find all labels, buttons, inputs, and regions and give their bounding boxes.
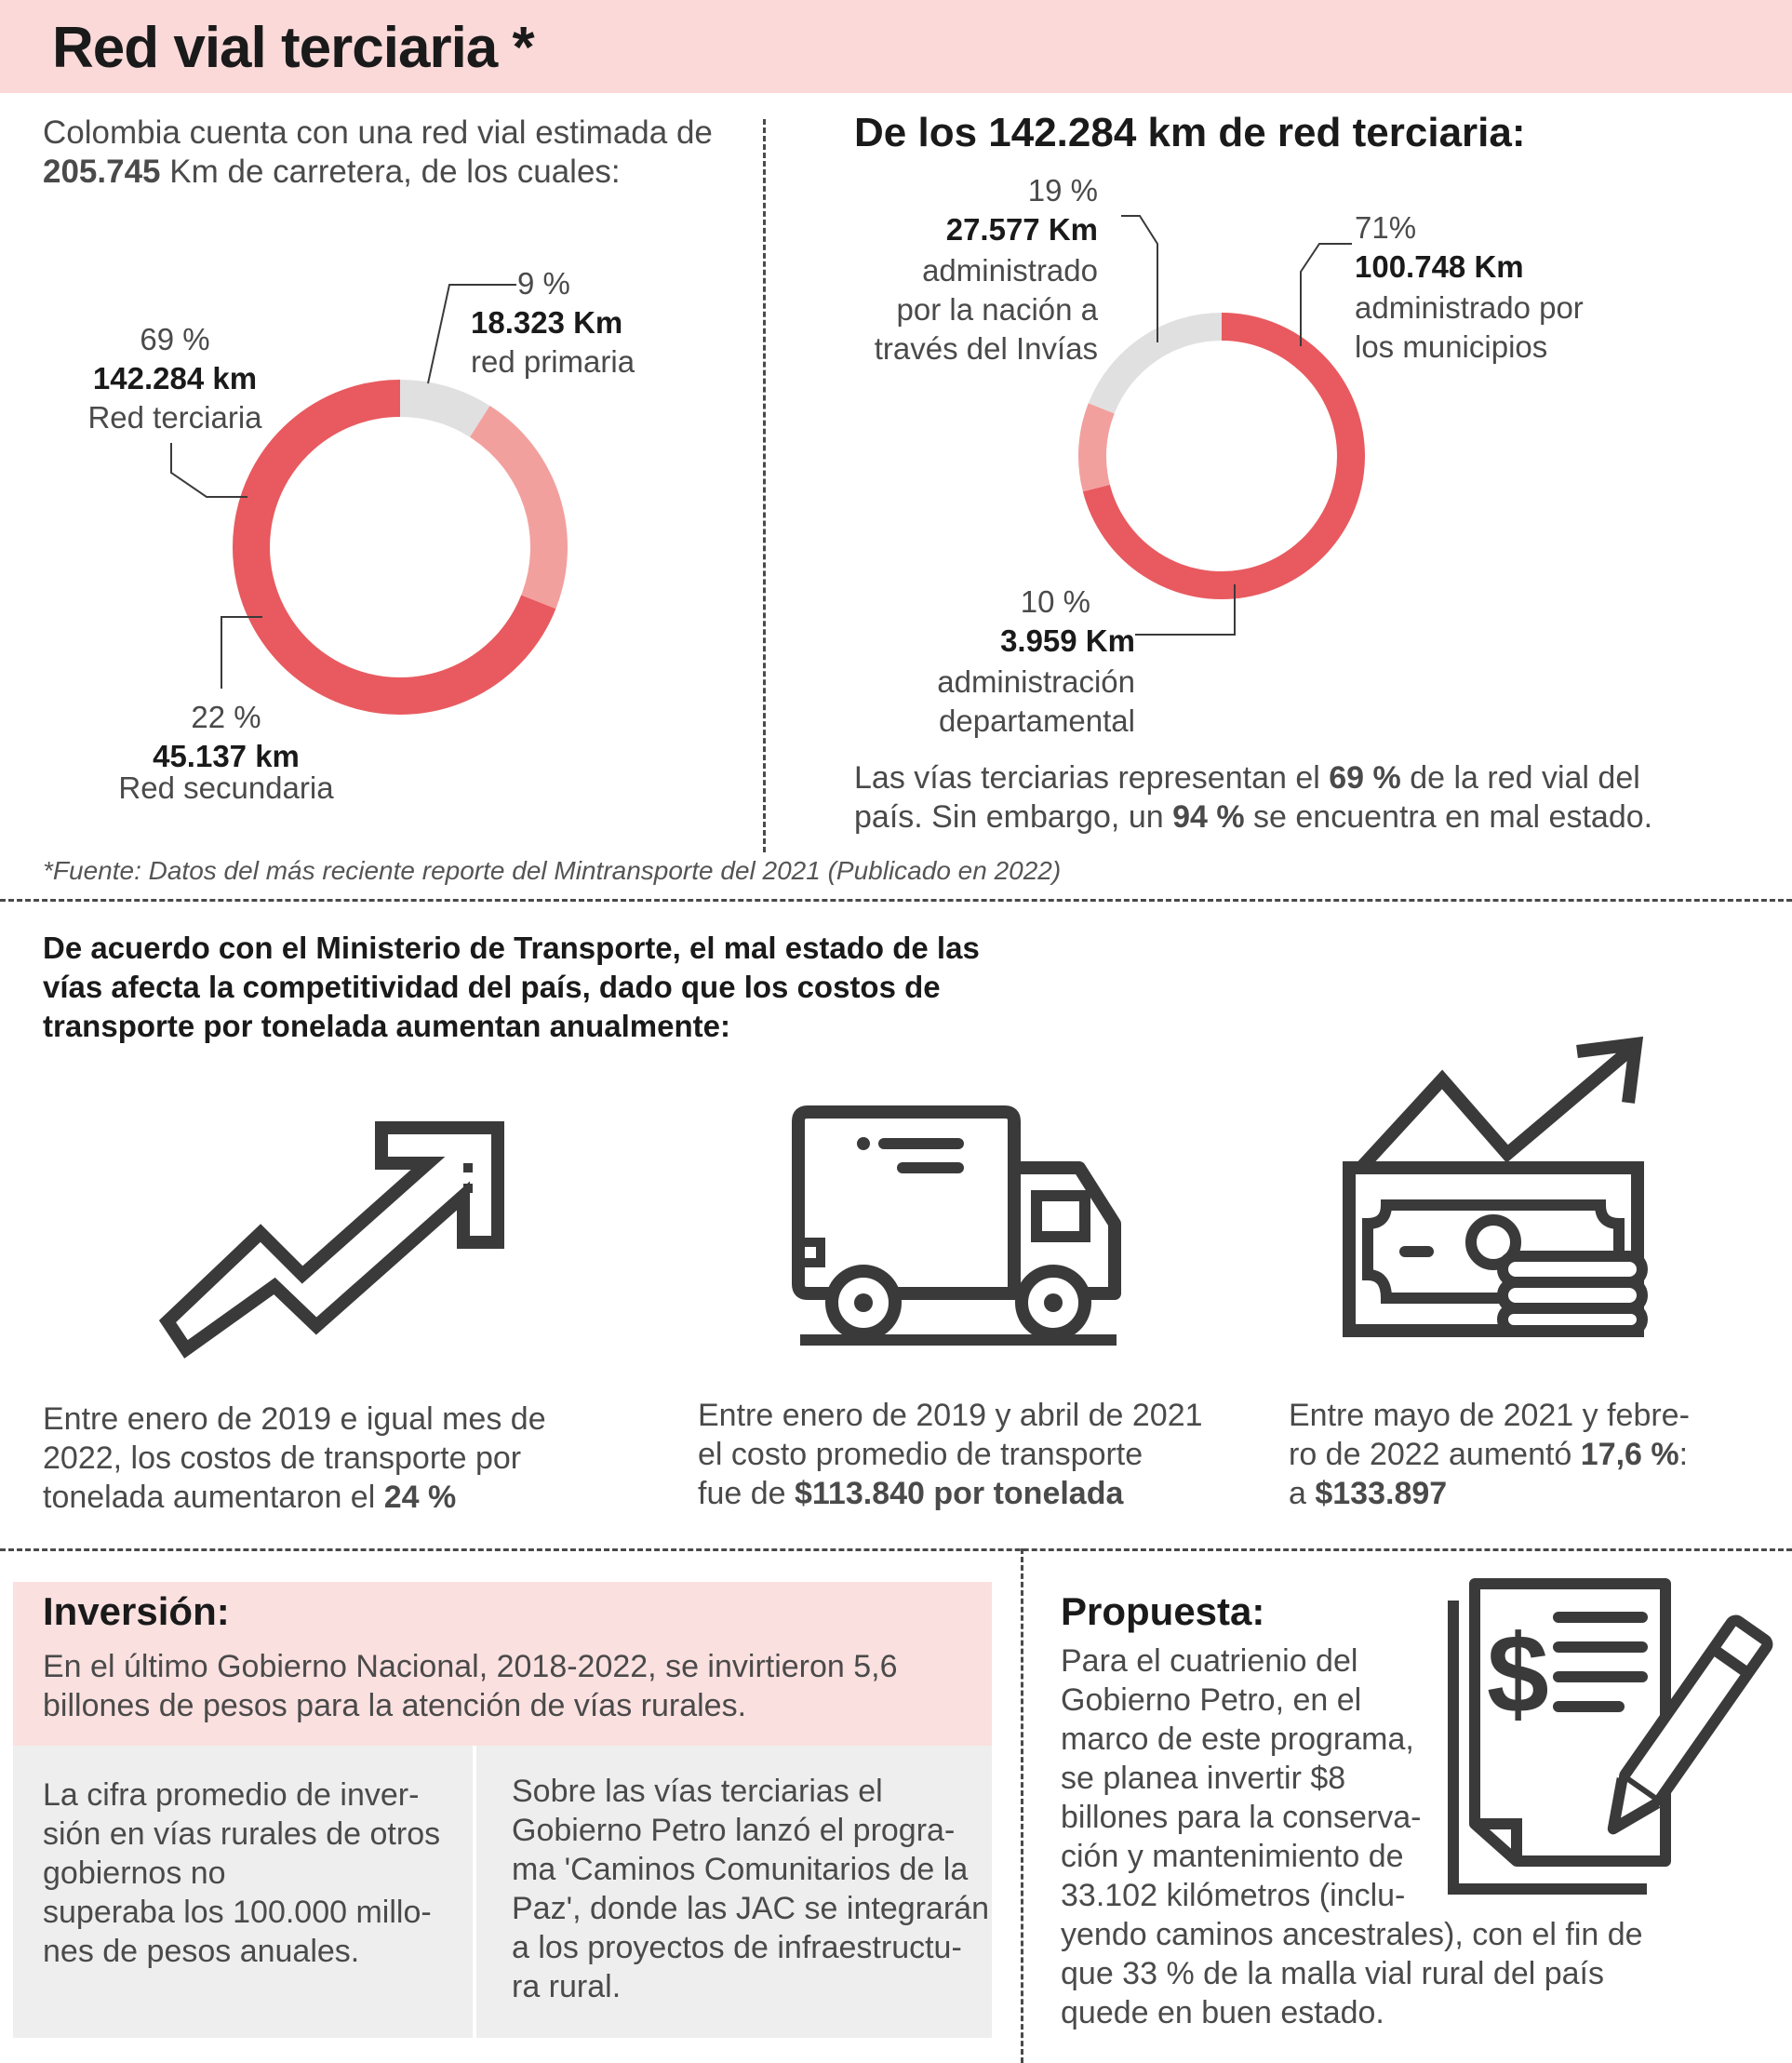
summary-t3: país. Sin embargo, un — [854, 799, 1173, 835]
fact-3-line2-end: : — [1678, 1437, 1689, 1472]
lead-line-3: transporte por tonelada aumentan anualmente: — [43, 1009, 730, 1043]
leader-terciaria — [171, 443, 247, 497]
summary-t4: se encuentra en mal estado. — [1244, 799, 1653, 835]
fact-1-line-3 — [43, 1478, 657, 1517]
pct-departamental: 10 % — [1020, 584, 1090, 619]
leader-municipios — [1301, 244, 1352, 346]
km-secundaria: 45.137 km — [153, 739, 300, 773]
invias-line-2: por la nación a — [896, 292, 1098, 327]
inversion-text — [43, 1647, 983, 1725]
fact-3-line-3 — [1289, 1474, 1772, 1513]
left-line-2: sión en vías rurales de otros — [43, 1816, 441, 1852]
truck-icon — [791, 1103, 1126, 1354]
pct-terciaria: 69 % — [140, 322, 210, 356]
prop-line-5: billones para la conserva- — [1061, 1800, 1422, 1835]
departamental-line-2: departamental — [939, 703, 1135, 738]
left-line-1: La cifra promedio de inver- — [43, 1777, 420, 1813]
pct-invias: 19 % — [1027, 173, 1098, 208]
lead-line-1: De acuerdo con el Ministerio de Transporte, el mal estado de las — [43, 931, 980, 965]
fact-3-line-1: Entre mayo de 2021 y febre- — [1289, 1398, 1690, 1433]
km-invias: 27.577 Km — [945, 212, 1098, 247]
prop-line-4: se planea invertir $8 — [1061, 1761, 1346, 1796]
donut-slice-2 — [251, 398, 539, 696]
name-primaria: red primaria — [471, 344, 635, 379]
prop-line-2: Gobierno Petro, en el — [1061, 1682, 1362, 1718]
summary-69: 69 % — [1329, 760, 1401, 796]
donut-slice-0 — [400, 398, 480, 422]
inversion-line-2: billones de pesos para la atención de vías rurales. — [43, 1688, 747, 1723]
prop-line-6: ción y mantenimiento de — [1061, 1839, 1404, 1874]
fact-2-line-1: Entre enero de 2019 y abril de 2021 — [698, 1398, 1203, 1433]
source-footnote: *Fuente: Datos del más reciente reporte del Mintransporte del 2021 (Publicado en 2022) — [43, 856, 1062, 885]
summary-text — [854, 758, 1729, 837]
right-line-5: a los proyectos de infraestructu- — [512, 1930, 962, 1965]
prop-line-8: yendo caminos ancestrales), con el fin de — [1061, 1917, 1643, 1952]
label-municipios — [1355, 208, 1584, 367]
fact-3-line-2 — [1289, 1435, 1772, 1474]
svg-text:$: $ — [1487, 1612, 1549, 1736]
trend-arrow-icon — [149, 1107, 521, 1368]
prop-line-7: 33.102 kilómetros (inclu- — [1061, 1878, 1406, 1913]
right-line-2: Gobierno Petro lanzó el progra- — [512, 1813, 956, 1848]
leader-invias — [1121, 216, 1157, 342]
left-line-5: nes de pesos anuales. — [43, 1934, 360, 1969]
summary-t2: de la red vial del — [1400, 760, 1640, 796]
inversion-line-1: En el último Gobierno Nacional, 2018-2022, se invirtieron 5,6 — [43, 1649, 898, 1684]
fact-2-bold: $113.840 por tonelada — [794, 1476, 1124, 1511]
label-red-primaria — [517, 264, 570, 303]
fact-1-bold: 24 % — [383, 1480, 457, 1515]
summary-t1: Las vías terciarias representan el — [854, 760, 1330, 796]
page-title: Red vial terciaria * — [52, 16, 534, 80]
prop-line-9: que 33 % de la malla vial rural del país — [1061, 1956, 1604, 1991]
pct-primaria: 9 % — [517, 266, 570, 301]
km-departamental: 3.959 Km — [1000, 623, 1135, 658]
fact-2-line-3 — [698, 1474, 1293, 1513]
right-line-4: Paz', donde las JAC se integrarán — [512, 1891, 990, 1926]
intro-line-2 — [43, 153, 750, 192]
donut-slice-2 — [1102, 327, 1222, 409]
fact-3-bold-amount: $133.897 — [1315, 1476, 1448, 1511]
inversion-left-text — [43, 1775, 471, 1971]
intro-total-km: 205.745 — [43, 154, 161, 190]
intro-text — [43, 114, 750, 192]
right-heading: De los 142.284 km de red terciaria: — [854, 110, 1526, 155]
horizontal-divider-1 — [0, 899, 1792, 902]
ministry-lead — [43, 929, 1159, 1046]
km-municipios: 100.748 Km — [1355, 249, 1524, 284]
donut-slice-0 — [1096, 327, 1351, 585]
summary-94: 94 % — [1172, 799, 1245, 835]
fact-2-last-text: fue de — [698, 1476, 795, 1511]
left-line-3: gobiernos no — [43, 1855, 226, 1891]
pct-secundaria: 22 % — [191, 700, 261, 734]
propuesta-heading: Propuesta: — [1061, 1589, 1265, 1633]
fact-3-text — [1289, 1396, 1772, 1513]
municipios-line-2: los municipios — [1355, 329, 1548, 364]
leader-secundaria — [221, 617, 262, 689]
fact-1-line-2: 2022, los costos de transporte por — [43, 1440, 522, 1476]
label-primaria-values — [471, 303, 635, 382]
donut-slice-1 — [1092, 409, 1102, 489]
invias-line-3: través del Invías — [874, 331, 1098, 366]
left-line-4: superaba los 100.000 millo- — [43, 1895, 432, 1930]
vertical-divider-top — [763, 119, 766, 852]
prop-line-10: quede en buen estado. — [1061, 1995, 1384, 2030]
fact-3-bold-pct: 17,6 % — [1580, 1437, 1679, 1472]
inversion-right-text — [512, 1772, 992, 2006]
fact-1-last-text: tonelada aumentaron el — [43, 1480, 384, 1515]
label-invias — [856, 171, 1098, 368]
fact-2-text — [698, 1396, 1293, 1513]
fact-3-line3-text: a — [1289, 1476, 1316, 1511]
intro-line-1: Colombia cuenta con una red vial estimada de — [43, 114, 713, 151]
name-secundaria: Red secundaria — [118, 770, 334, 805]
label-departamental — [893, 583, 1135, 741]
right-line-6: ra rural. — [512, 1969, 622, 2004]
fact-1-line-1: Entre enero de 2019 e igual mes de — [43, 1401, 546, 1437]
right-line-3: ma 'Caminos Comunitarios de la — [512, 1852, 969, 1887]
fact-2-line-2: el costo promedio de transporte — [698, 1437, 1143, 1472]
summary-line-1 — [854, 758, 1729, 797]
horizontal-divider-2 — [0, 1548, 1792, 1551]
prop-line-1: Para el cuatrienio del — [1061, 1643, 1358, 1679]
fact-1-text — [43, 1400, 657, 1517]
lead-line-2: vías afecta la competitividad del país, dado que los costos de — [43, 970, 941, 1004]
vertical-divider-bottom — [1021, 1548, 1023, 2063]
pct-municipios: 71% — [1355, 210, 1417, 245]
km-terciaria: 142.284 km — [92, 361, 258, 395]
inversion-heading: Inversión: — [43, 1589, 230, 1633]
label-red-terciaria — [82, 320, 268, 437]
label-red-secundaria — [110, 698, 342, 808]
document-dollar-pencil-icon — [1433, 1573, 1768, 1908]
name-terciaria: Red terciaria — [87, 400, 262, 435]
right-line-1: Sobre las vías terciarias el — [512, 1774, 883, 1809]
departamental-line-1: administración — [937, 664, 1135, 699]
invias-line-1: administrado — [922, 253, 1098, 288]
intro-line-2-text: Km de carretera, de los cuales: — [160, 154, 621, 190]
money-growth-icon — [1340, 1033, 1656, 1340]
donut-slice-1 — [480, 422, 549, 602]
fact-3-line2-text: ro de 2022 aumentó — [1289, 1437, 1581, 1472]
prop-line-3: marco de este programa, — [1061, 1721, 1414, 1757]
summary-line-2 — [854, 797, 1729, 837]
leader-departamental — [1135, 584, 1235, 635]
municipios-line-1: administrado por — [1355, 290, 1584, 325]
km-primaria: 18.323 Km — [471, 305, 623, 340]
